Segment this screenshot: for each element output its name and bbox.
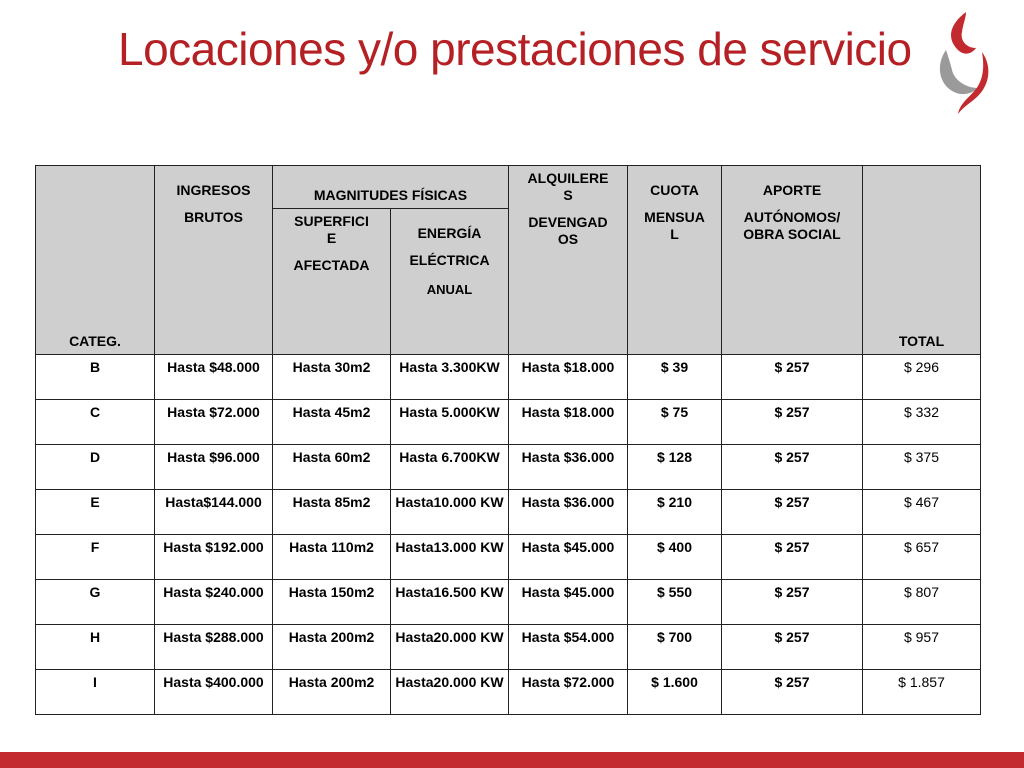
cell-energia: Hasta 5.000KW [391, 400, 509, 445]
header-cuota: CUOTA MENSUA L [628, 166, 722, 355]
header-energia: ENERGÍA ELÉCTRICA ANUAL [391, 209, 509, 355]
cell-ingresos: Hasta $288.000 [155, 625, 273, 670]
cell-total: $ 1.857 [863, 670, 981, 715]
flame-logo-icon [932, 10, 994, 116]
cell-ingresos: Hasta $96.000 [155, 445, 273, 490]
cell-superficie: Hasta 45m2 [273, 400, 391, 445]
table-row [36, 355, 981, 400]
cell-categ: C [36, 400, 155, 445]
cell-aporte: $ 257 [722, 580, 863, 625]
cell-categ: G [36, 580, 155, 625]
cell-energia: Hasta20.000 KW [391, 625, 509, 670]
bottom-accent-bar [0, 752, 1024, 768]
header-aporte: APORTE AUTÓNOMOS/ OBRA SOCIAL [722, 166, 863, 355]
cell-cuota: $ 75 [628, 400, 722, 445]
cell-ingresos: Hasta$144.000 [155, 490, 273, 535]
cell-alquileres: Hasta $36.000 [509, 490, 628, 535]
cell-energia: Hasta 6.700KW [391, 445, 509, 490]
cell-aporte: $ 257 [722, 490, 863, 535]
cell-superficie: Hasta 200m2 [273, 625, 391, 670]
header-alquileres: ALQUILERE S DEVENGAD OS [509, 166, 628, 355]
cell-cuota: $ 128 [628, 445, 722, 490]
cell-energia: Hasta20.000 KW [391, 670, 509, 715]
cell-superficie: Hasta 110m2 [273, 535, 391, 580]
slide-title: Locaciones y/o prestaciones de servicio [118, 23, 912, 75]
table-header-row-1 [36, 166, 981, 209]
cell-total: $ 375 [863, 445, 981, 490]
table-row [36, 580, 981, 625]
cell-superficie: Hasta 60m2 [273, 445, 391, 490]
cell-categ: F [36, 535, 155, 580]
cell-superficie: Hasta 200m2 [273, 670, 391, 715]
table-row [36, 490, 981, 535]
cell-aporte: $ 257 [722, 670, 863, 715]
cell-total: $ 657 [863, 535, 981, 580]
cell-alquileres: Hasta $18.000 [509, 400, 628, 445]
cell-total: $ 467 [863, 490, 981, 535]
cell-alquileres: Hasta $18.000 [509, 355, 628, 400]
cell-aporte: $ 257 [722, 400, 863, 445]
cell-categ: B [36, 355, 155, 400]
table-row [36, 670, 981, 715]
header-superficie: SUPERFICI E AFECTADA [273, 209, 391, 355]
table-row [36, 445, 981, 490]
cell-superficie: Hasta 85m2 [273, 490, 391, 535]
cell-cuota: $ 550 [628, 580, 722, 625]
header-magnitudes: MAGNITUDES FÍSICAS [273, 166, 509, 209]
cell-categ: D [36, 445, 155, 490]
cell-cuota: $ 700 [628, 625, 722, 670]
cell-ingresos: Hasta $48.000 [155, 355, 273, 400]
cell-alquileres: Hasta $45.000 [509, 580, 628, 625]
cell-cuota: $ 400 [628, 535, 722, 580]
cell-superficie: Hasta 150m2 [273, 580, 391, 625]
table-row [36, 625, 981, 670]
cell-alquileres: Hasta $54.000 [509, 625, 628, 670]
cell-aporte: $ 257 [722, 445, 863, 490]
cell-energia: Hasta13.000 KW [391, 535, 509, 580]
cell-alquileres: Hasta $45.000 [509, 535, 628, 580]
cell-cuota: $ 1.600 [628, 670, 722, 715]
cell-alquileres: Hasta $72.000 [509, 670, 628, 715]
cell-total: $ 332 [863, 400, 981, 445]
cell-aporte: $ 257 [722, 355, 863, 400]
header-ingresos: INGRESOS BRUTOS [155, 166, 273, 355]
cell-aporte: $ 257 [722, 535, 863, 580]
cell-categ: E [36, 490, 155, 535]
cell-ingresos: Hasta $400.000 [155, 670, 273, 715]
cell-energia: Hasta16.500 KW [391, 580, 509, 625]
cell-energia: Hasta10.000 KW [391, 490, 509, 535]
table-row [36, 535, 981, 580]
cell-ingresos: Hasta $240.000 [155, 580, 273, 625]
cell-superficie: Hasta 30m2 [273, 355, 391, 400]
cell-categ: H [36, 625, 155, 670]
cell-alquileres: Hasta $36.000 [509, 445, 628, 490]
cell-total: $ 957 [863, 625, 981, 670]
categories-table [35, 165, 981, 715]
header-categ: CATEG. [36, 166, 155, 355]
cell-aporte: $ 257 [722, 625, 863, 670]
cell-total: $ 807 [863, 580, 981, 625]
cell-categ: I [36, 670, 155, 715]
cell-ingresos: Hasta $192.000 [155, 535, 273, 580]
header-total: TOTAL [863, 166, 981, 355]
table-row [36, 400, 981, 445]
cell-cuota: $ 210 [628, 490, 722, 535]
cell-energia: Hasta 3.300KW [391, 355, 509, 400]
cell-ingresos: Hasta $72.000 [155, 400, 273, 445]
cell-cuota: $ 39 [628, 355, 722, 400]
cell-total: $ 296 [863, 355, 981, 400]
table-body [36, 355, 981, 715]
